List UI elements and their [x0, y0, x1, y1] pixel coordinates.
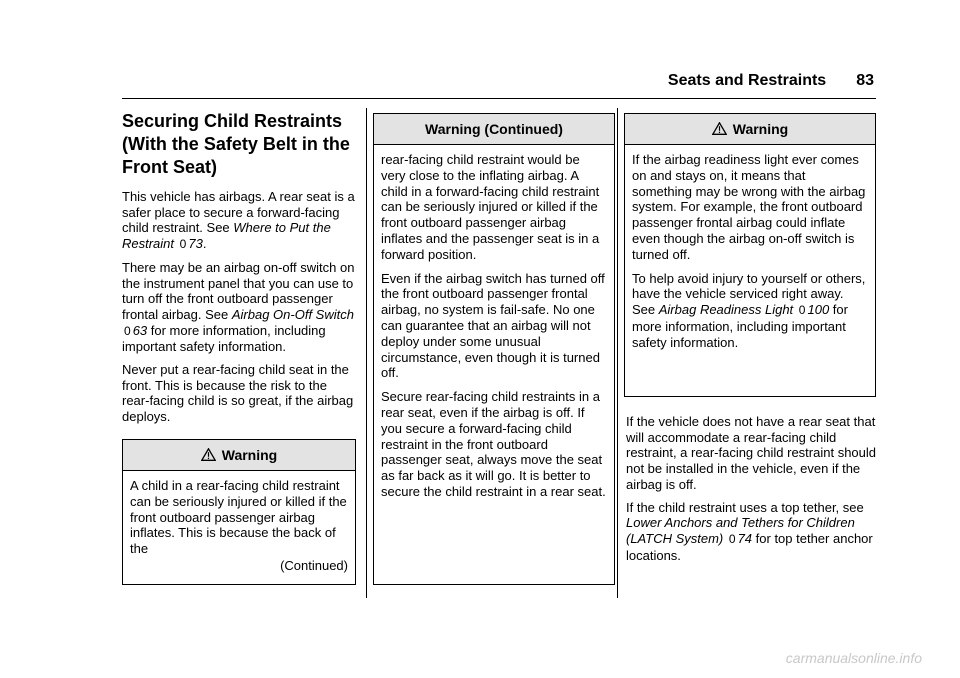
- xref-page-number[interactable]: 74: [737, 530, 753, 546]
- paragraph-end: for more information, including important safety information.: [632, 302, 848, 350]
- continued-note: (Continued): [280, 557, 348, 573]
- page-ref-arrow-icon: 0: [798, 303, 806, 318]
- header-rule: [122, 98, 876, 99]
- paragraph-airbags-rear-seat: [122, 189, 357, 253]
- column-divider-2: [617, 108, 618, 598]
- column-1: [122, 110, 357, 432]
- paragraph-airbag-switch: [122, 260, 357, 355]
- warning-box-1: [122, 439, 356, 585]
- watermark: carmanualsonline.info: [785, 650, 922, 666]
- xref-airbag-readiness-light[interactable]: Airbag Readiness Light: [658, 302, 794, 318]
- running-header: [0, 72, 874, 92]
- warning-triangle-icon: [201, 448, 216, 461]
- column-3-body: [626, 414, 876, 570]
- xref-airbag-on-off-switch[interactable]: Airbag On-Off Switch: [231, 306, 354, 322]
- warning-body: [123, 471, 355, 579]
- paragraph-top-tether: [626, 500, 876, 564]
- warning-triangle-icon: [712, 122, 727, 135]
- warning-body: [625, 145, 875, 364]
- paragraph-never-rear-facing: Never put a rear-facing child seat in the front. This is because the risk to the rear-facing child is so great, if the airbag deploys.: [122, 362, 354, 425]
- xref-page-number[interactable]: 63: [132, 322, 148, 338]
- paragraph-end: for top tether anchor locations.: [626, 530, 873, 563]
- page-ref-arrow-icon: 0: [124, 323, 131, 338]
- warning-body: [374, 145, 614, 513]
- page-ref-arrow-icon: 0: [179, 237, 187, 252]
- column-divider-1: [366, 108, 367, 598]
- section-name: Seats and Restraints: [667, 72, 827, 89]
- paragraph-text: To help avoid injury to yourself or others, have the vehicle serviced right away. See: [632, 270, 866, 318]
- paragraph-text: If the child restraint uses a top tether, see: [626, 499, 864, 515]
- warning-header: [374, 114, 614, 145]
- page-ref-arrow-icon: 0: [728, 531, 736, 546]
- warning-header: [625, 114, 875, 145]
- warning-heading: Warning (Continued): [425, 121, 563, 137]
- warning-box-3: [624, 113, 876, 397]
- paragraph-no-rear-seat: If the vehicle does not have a rear seat that will accommodate a rear-facing child restraint, a rear-facing child restraint should not be installed in the vehicle, even if the airbag is off.: [626, 414, 877, 492]
- warning-heading: Warning: [221, 447, 278, 463]
- xref-latch-system[interactable]: Lower Anchors and Tethers for Children (LATCH System): [626, 515, 855, 546]
- warning-heading: Warning: [732, 121, 789, 137]
- warning-paragraph: rear-facing child restraint would be very close to the inflating airbag. A child in a forward-facing child restraint can be seriously injured or killed if the front outboard passenger airbag inflates and the passenger seat is in a forward position.: [381, 152, 600, 262]
- warning-paragraph: If the airbag readiness light ever comes on and stays on, it means that something may be wrong with the airbag system. For example, the front outboard passenger frontal airbag could inflate even though the airbag on-off switch is turned off.: [632, 152, 866, 262]
- xref-page-number[interactable]: 100: [807, 302, 830, 318]
- page-number: 83: [856, 72, 874, 89]
- paragraph-end: .: [202, 236, 207, 252]
- warning-paragraph: [632, 271, 868, 351]
- xref-page-number[interactable]: 73: [188, 236, 203, 252]
- warning-box-2: [373, 113, 615, 585]
- warning-text: A child in a rear-facing child restraint can be seriously injured or killed if the front outboard passenger airbag inflates. This is because the back of the: [130, 478, 347, 557]
- paragraph-text: This vehicle has airbags. A rear seat is a safer place to secure a forward-facing child restraint. See: [122, 189, 355, 236]
- paragraph-text: There may be an airbag on-off switch on the instrument panel that you can use to turn off the front outboard passenger frontal airbag. See: [122, 259, 355, 322]
- warning-paragraph: Secure rear-facing child restraints in a rear seat, even if the airbag is off. If you secure a forward-facing child restraint in the front outboard passenger seat, always move the seat as far back as it will go. It is better to secure the child restraint in a rear seat.: [381, 389, 606, 499]
- section-title: Securing Child Restraints (With the Safety Belt in the Front Seat): [122, 111, 350, 177]
- xref-where-to-put-restraint[interactable]: Where to Put the Restraint: [122, 220, 331, 252]
- warning-header: [123, 440, 355, 471]
- paragraph-end: for more information, including important safety information.: [122, 322, 326, 355]
- warning-paragraph: Even if the airbag switch has turned off the front outboard passenger frontal airbag, no system is fail-safe. No one can guarantee that an airbag will not deploy under some unusual circumstance, even though it is turned off.: [381, 270, 605, 381]
